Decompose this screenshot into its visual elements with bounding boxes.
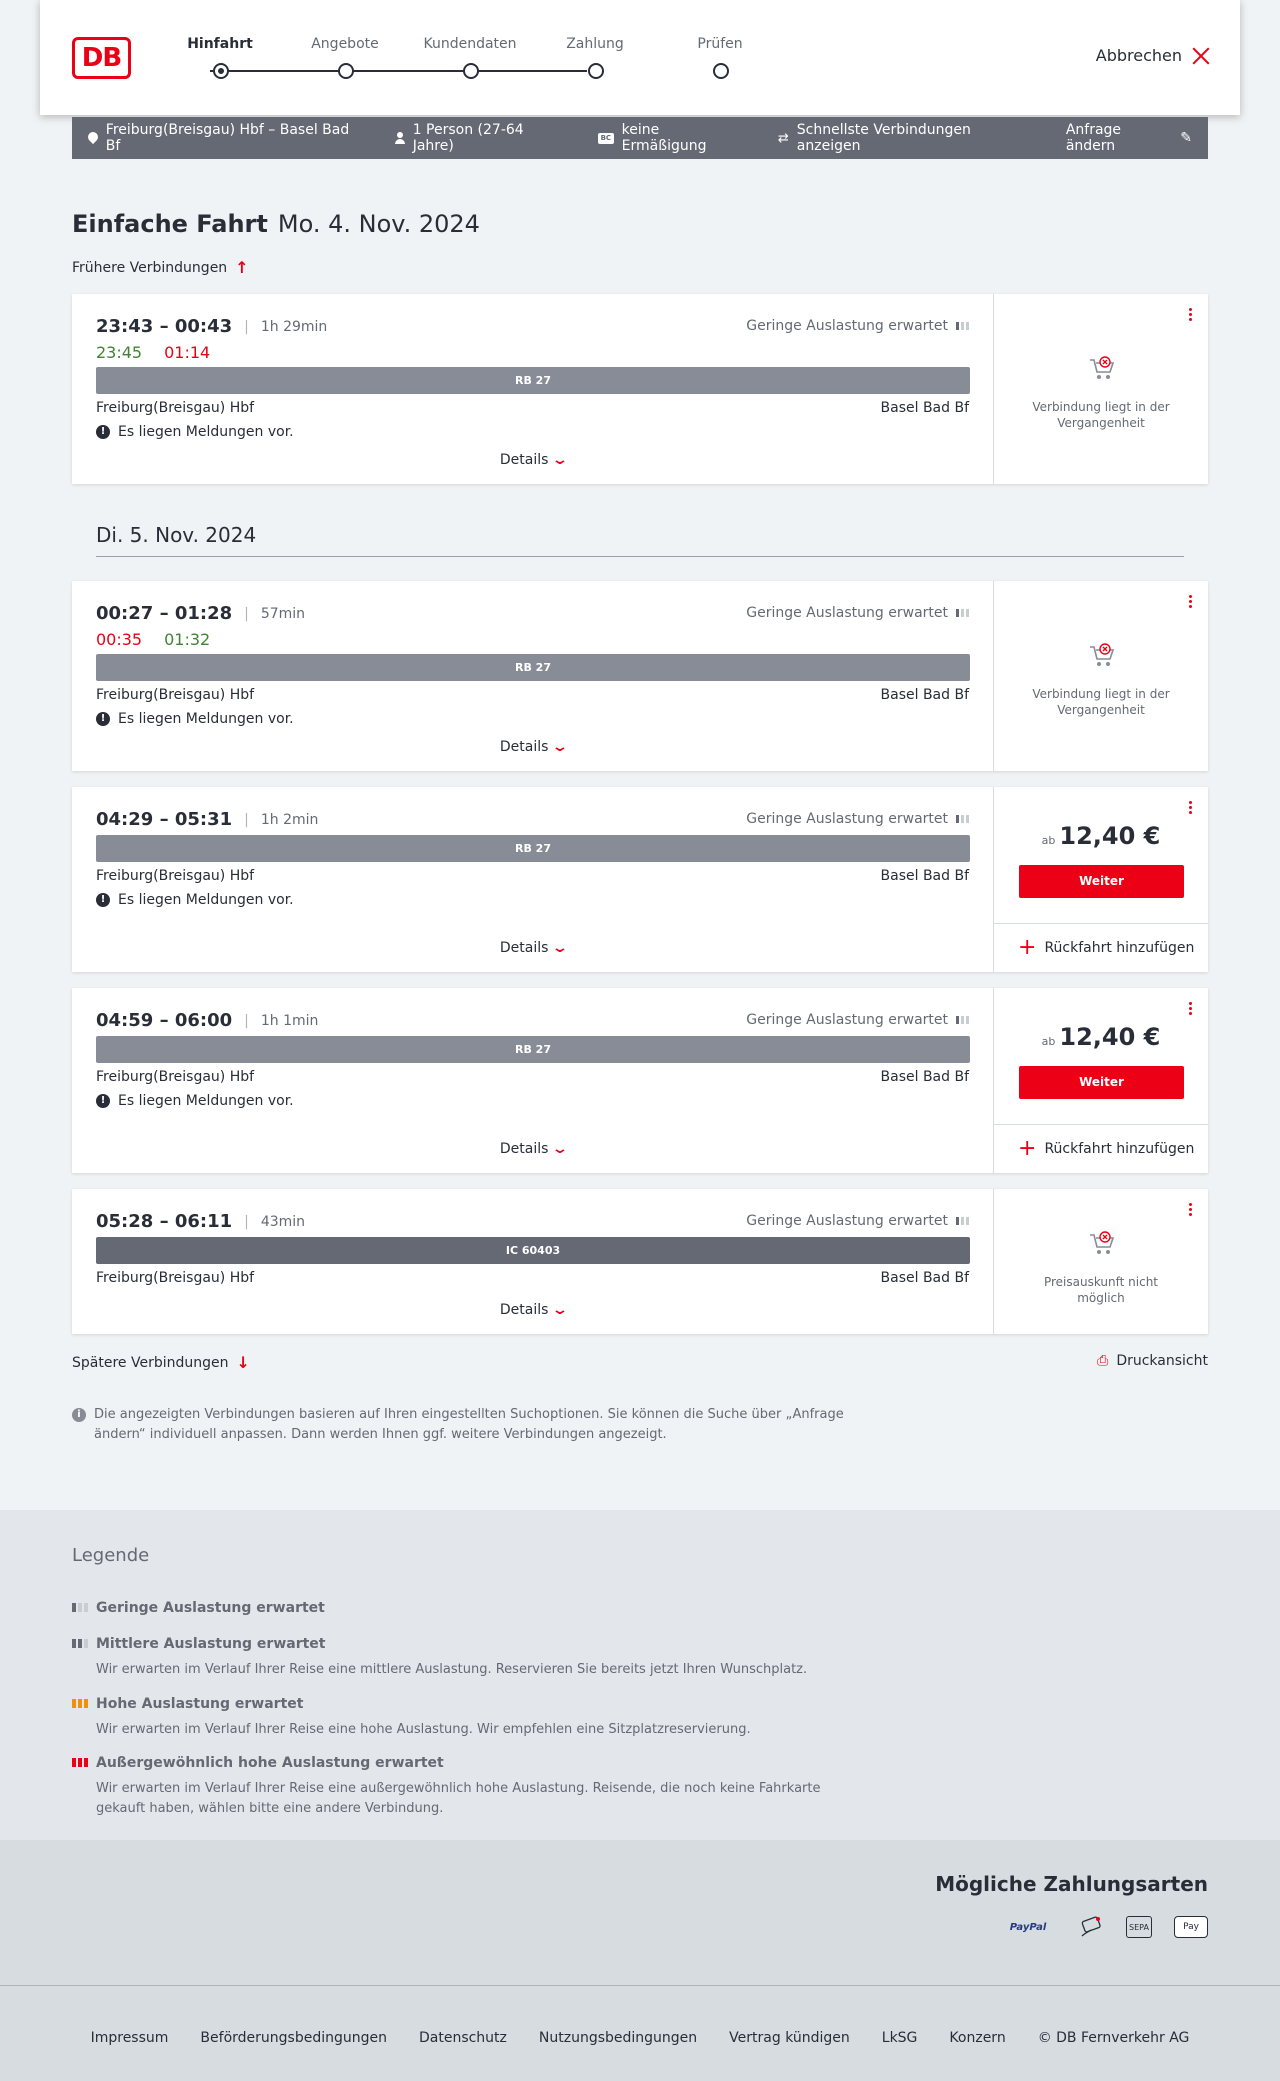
payment-methods-title: Mögliche Zahlungsarten <box>935 1872 1208 1896</box>
occupancy-low-icon <box>72 1603 88 1612</box>
legend-title: Legende <box>72 1545 150 1566</box>
footer-link-lksg[interactable]: LkSG <box>881 2030 918 2046</box>
cart-unavailable-icon <box>1088 643 1116 669</box>
more-menu-icon[interactable] <box>1186 595 1194 611</box>
occupancy-info: Geringe Auslastung erwartet <box>746 1213 969 1229</box>
price-unavailable-text: Preisauskunft nicht möglich <box>1043 1275 1159 1305</box>
chevron-down-icon: ⌄ <box>551 940 570 956</box>
step-hinfahrt: Hinfahrt <box>170 36 270 58</box>
footer-link-befoerderungsbedingungen[interactable]: Beförderungsbedingungen <box>200 2030 387 2046</box>
footer <box>0 1985 1280 2081</box>
train-bar[interactable]: RB 27 <box>96 835 970 862</box>
connection-card-2[interactable] <box>72 581 1208 771</box>
discount-text: keine Ermäßigung <box>621 122 707 154</box>
legend-section <box>0 1510 1280 1840</box>
departure-station: Freiburg(Breisgau) Hbf <box>96 687 255 703</box>
edit-request-button[interactable]: Anfrage ändern ✎ <box>1065 122 1193 154</box>
footer-link-konzern[interactable]: Konzern <box>949 2030 1006 2046</box>
route-text: Freiburg(Breisgau) Hbf – Basel Bad Bf <box>105 122 350 154</box>
swap-arrows-icon: ⇄ <box>777 130 789 146</box>
connection-times: 05:28 – 06:11 <box>96 1211 233 1232</box>
alert-icon: ! <box>96 1094 110 1108</box>
occupancy-info: Geringe Auslastung erwartet <box>746 605 969 621</box>
paypal-icon: PayPal <box>1009 1921 1047 1933</box>
details-toggle[interactable]: Details ⌄ <box>499 739 570 755</box>
step-pruefen: Prüfen <box>670 36 770 58</box>
credit-card-icon <box>1078 1916 1104 1938</box>
footer-link-impressum[interactable]: Impressum <box>90 2030 169 2046</box>
occupancy-low-icon <box>956 609 969 617</box>
cart-unavailable-icon <box>1088 356 1116 382</box>
info-note: i Die angezeigten Verbindungen basieren auf Ihren eingestellten Suchoptionen. Sie können die Suche über „Anfrage ändern“ individuell anpassen. Dann werden Ihnen ggf. weitere Verbindungen angezeigt. <box>72 1405 852 1445</box>
connection-card-1[interactable] <box>72 294 1208 484</box>
connection-times: 00:27 – 01:28 <box>96 603 233 624</box>
cart-unavailable-icon <box>1088 1231 1116 1257</box>
details-toggle[interactable]: Details ⌄ <box>499 1141 570 1157</box>
connection-card-3[interactable] <box>72 787 1208 972</box>
bahncard-icon: BC <box>598 133 614 144</box>
footer-link-nutzungsbedingungen[interactable]: Nutzungsbedingungen <box>538 2030 698 2046</box>
alert-icon: ! <box>96 893 110 907</box>
step-kundendaten: Kundendaten <box>420 36 520 58</box>
past-connection-text: Verbindung liegt in der Vergangenheit <box>1032 687 1170 717</box>
details-toggle[interactable]: Details ⌄ <box>499 452 570 468</box>
close-icon <box>1192 47 1210 65</box>
plus-icon: + <box>1018 935 1037 960</box>
footer-link-datenschutz[interactable]: Datenschutz <box>418 2030 507 2046</box>
footer-link-vertrag-kuendigen[interactable]: Vertrag kündigen <box>729 2030 850 2046</box>
connection-duration: | 1h 2min <box>244 812 318 828</box>
occupancy-high-icon <box>72 1699 88 1708</box>
notice-message: ! Es liegen Meldungen vor. <box>96 424 294 440</box>
chevron-down-icon: ⌄ <box>551 739 570 755</box>
step-dot-active <box>213 63 229 79</box>
pencil-icon: ✎ <box>1180 130 1193 146</box>
continue-button[interactable]: Weiter <box>1019 865 1184 898</box>
connection-times: 04:29 – 05:31 <box>96 809 233 830</box>
earlier-connections-link[interactable]: Frühere Verbindungen ↑ <box>72 258 249 277</box>
departure-station: Freiburg(Breisgau) Hbf <box>96 400 255 416</box>
realtime-times: 00:35 01:32 <box>96 630 211 649</box>
notice-message: ! Es liegen Meldungen vor. <box>96 711 294 727</box>
connection-times: 23:43 – 00:43 <box>96 316 233 337</box>
notice-message: ! Es liegen Meldungen vor. <box>96 1093 294 1109</box>
legend-item-medium: Mittlere Auslastung erwartet Wir erwarten im Verlauf Ihrer Reise eine mittlere Auslastung. Reservieren Sie bereits jetzt Ihren Wunschplatz. <box>72 1636 852 1680</box>
train-bar[interactable]: RB 27 <box>96 367 970 394</box>
arrival-station: Basel Bad Bf <box>880 1270 969 1286</box>
notice-message: ! Es liegen Meldungen vor. <box>96 892 294 908</box>
connection-duration: | 57min <box>244 606 305 622</box>
legend-item-extreme: Außergewöhnlich hohe Auslastung erwartet Wir erwarten im Verlauf Ihrer Reise eine außergewöhnlich hohe Auslastung. Reisende, die noch keine Fahrkarte gekauft haben, wählen bitte eine andere Verbindung. <box>72 1755 852 1819</box>
arrival-station: Basel Bad Bf <box>880 868 969 884</box>
print-view-link[interactable]: ⎙ Druckansicht <box>1097 1353 1208 1369</box>
arrow-up-icon: ↑ <box>235 258 249 277</box>
realtime-times: 23:45 01:14 <box>96 343 211 362</box>
step-angebote: Angebote <box>295 36 395 58</box>
legend-item-high: Hohe Auslastung erwartet Wir erwarten im Verlauf Ihrer Reise eine hohe Auslastung. Wir empfehlen eine Sitzplatzreservierung. <box>72 1696 852 1740</box>
later-connections-link[interactable]: Spätere Verbindungen ↓ <box>72 1353 250 1372</box>
plus-icon: + <box>1018 1136 1037 1161</box>
progress-line <box>210 70 587 72</box>
occupancy-extreme-icon <box>72 1758 88 1767</box>
arrow-down-icon: ↓ <box>236 1353 250 1372</box>
departure-station: Freiburg(Breisgau) Hbf <box>96 868 255 884</box>
apple-pay-icon: Pay <box>1174 1916 1208 1938</box>
train-bar[interactable]: IC 60403 <box>96 1237 970 1264</box>
occupancy-low-icon <box>956 322 969 330</box>
more-menu-icon[interactable] <box>1186 1203 1194 1219</box>
header <box>40 0 1240 115</box>
chevron-down-icon: ⌄ <box>551 1141 570 1157</box>
connection-times: 04:59 – 06:00 <box>96 1010 233 1031</box>
connection-card-5[interactable] <box>72 1189 1208 1334</box>
legend-item-low: Geringe Auslastung erwartet <box>72 1600 852 1616</box>
departure-station: Freiburg(Breisgau) Hbf <box>96 1270 255 1286</box>
footer-copyright: © DB Fernverkehr AG <box>1037 2030 1190 2046</box>
more-menu-icon[interactable] <box>1186 1002 1194 1018</box>
occupancy-low-icon <box>956 815 969 823</box>
payment-methods-section <box>0 1840 1280 1985</box>
occupancy-low-icon <box>956 1016 969 1024</box>
chevron-down-icon: ⌄ <box>551 1302 570 1318</box>
occupancy-medium-icon <box>72 1639 88 1648</box>
more-menu-icon[interactable] <box>1186 308 1194 324</box>
train-bar[interactable]: RB 27 <box>96 654 970 681</box>
departure-station: Freiburg(Breisgau) Hbf <box>96 1069 255 1085</box>
search-summary-bar <box>72 117 1208 159</box>
arrival-station: Basel Bad Bf <box>880 687 969 703</box>
occupancy-info: Geringe Auslastung erwartet <box>746 318 969 334</box>
filter-text: Schnellste Verbindungen anzeigen <box>796 122 971 154</box>
arrival-station: Basel Bad Bf <box>880 400 969 416</box>
details-toggle[interactable]: Details ⌄ <box>499 940 570 956</box>
price: ab 12,40 € <box>1041 1023 1161 1051</box>
progress-steps <box>170 36 800 86</box>
alert-icon: ! <box>96 712 110 726</box>
past-connection-text: Verbindung liegt in der Vergangenheit <box>1032 400 1170 430</box>
add-return-trip-button[interactable]: + Rückfahrt hinzufügen <box>994 923 1208 972</box>
connection-duration: | 43min <box>244 1214 305 1230</box>
printer-icon: ⎙ <box>1097 1353 1109 1369</box>
arrival-station: Basel Bad Bf <box>880 1069 969 1085</box>
passengers-text: 1 Person (27-64 Jahre) <box>412 122 524 154</box>
connection-duration: | 1h 1min <box>244 1013 318 1029</box>
add-return-trip-button[interactable]: + Rückfahrt hinzufügen <box>994 1124 1208 1173</box>
db-logo[interactable]: DB <box>72 37 131 79</box>
connection-duration: | 1h 29min <box>244 319 327 335</box>
date-separator: Di. 5. Nov. 2024 <box>96 523 1184 557</box>
price: ab 12,40 € <box>1041 822 1161 850</box>
cancel-button[interactable]: Abbrechen <box>1096 46 1210 65</box>
continue-button[interactable]: Weiter <box>1019 1066 1184 1099</box>
details-toggle[interactable]: Details ⌄ <box>499 1302 570 1318</box>
occupancy-info: Geringe Auslastung erwartet <box>746 1012 969 1028</box>
page-title: Einfache Fahrt Mo. 4. Nov. 2024 <box>72 210 480 238</box>
info-icon: i <box>72 1408 86 1422</box>
chevron-down-icon: ⌄ <box>551 452 570 468</box>
sepa-icon: SEPA <box>1126 1916 1152 1938</box>
train-bar[interactable]: RB 27 <box>96 1036 970 1063</box>
occupancy-low-icon <box>956 1217 969 1225</box>
more-menu-icon[interactable] <box>1186 801 1194 817</box>
location-pin-icon <box>88 132 98 144</box>
person-icon <box>395 132 405 144</box>
connection-card-4[interactable] <box>72 988 1208 1173</box>
alert-icon: ! <box>96 425 110 439</box>
occupancy-info: Geringe Auslastung erwartet <box>746 811 969 827</box>
step-zahlung: Zahlung <box>545 36 645 58</box>
